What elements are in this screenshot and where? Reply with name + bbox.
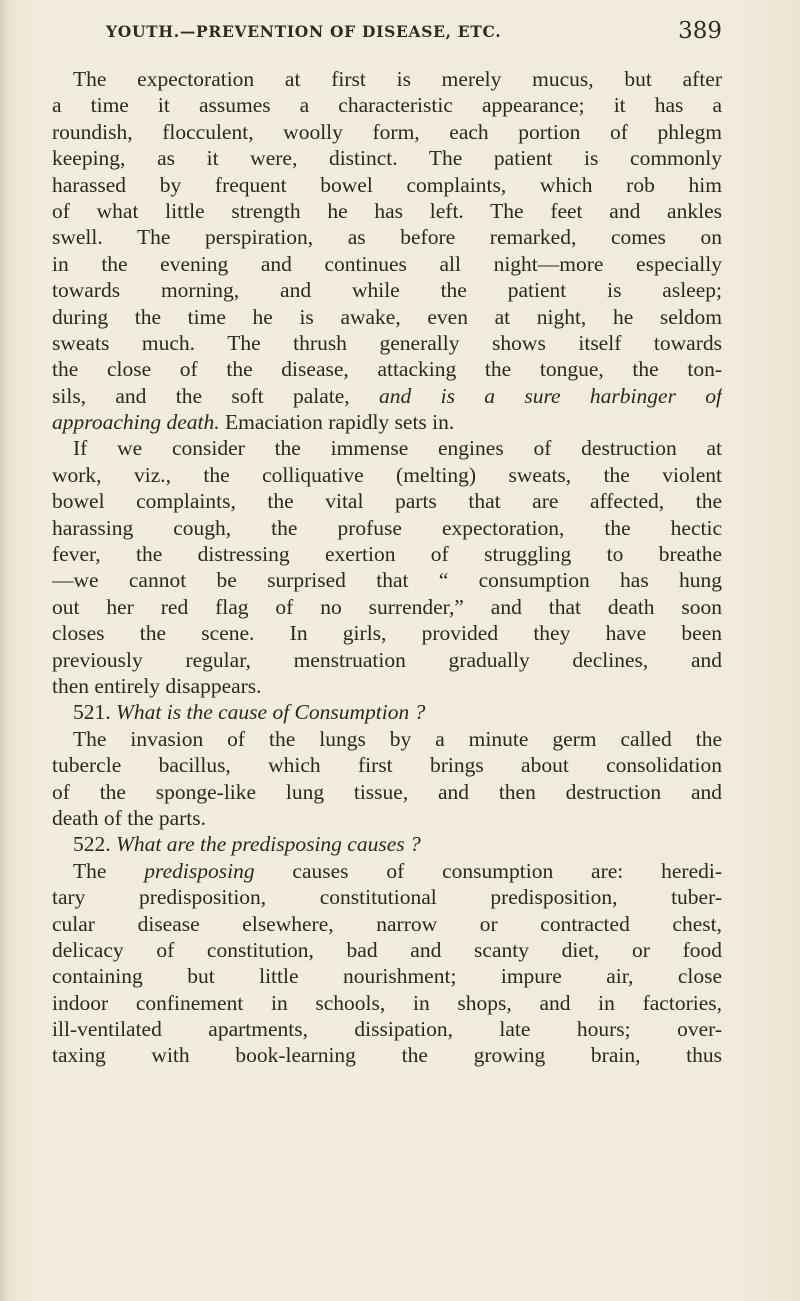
text-span: out her red flag of no surrender,” and that death soon [52,594,722,619]
text-line [52,119,722,145]
text-span: of the sponge-like lung tissue, and then destruction and [52,779,722,804]
text-span: closes the scene. In girls, provided they have been [52,621,722,646]
text-line [52,1042,722,1068]
text-line [52,620,722,646]
text-span: cular disease elsewhere, narrow or contracted chest, [52,911,722,936]
text-span: sweats much. The thrush generally shows itself towards [52,330,722,355]
text-span: fever, the distressing exertion of struggling to breathe [52,542,722,567]
text-line [52,304,722,330]
text-span: indoor confinement in schools, in shops, and in factories, [52,990,722,1015]
text-span: swell. The perspiration, as before remarked, comes on [52,225,722,250]
text-span: harassing cough, the profuse expectoration, the hectic [52,515,722,540]
text-line [52,541,722,567]
text-span: harassed by frequent bowel complaints, which rob him [52,172,722,197]
text-line [52,963,722,989]
text-span: Emaciation rapidly sets in. [219,410,455,435]
text-line [52,937,722,963]
italic-text: approaching death. [52,410,220,435]
text-span: roundish, flocculent, woolly form, each portion of phlegm [52,119,722,144]
italic-text: What is the cause of Consumption ? [116,700,426,725]
text-line [52,356,722,382]
text-line [52,1016,722,1042]
text-line [52,198,722,224]
text-span: 522. [73,832,116,857]
text-line [52,990,722,1016]
text-span: delicacy of constitution, bad and scanty diet, or food [52,937,722,962]
italic-text: and is a sure harbinger of [379,383,722,408]
text-span: of what little strength he has left. The feet and ankles [52,198,722,223]
text-line [52,277,722,303]
text-span: The invasion of the lungs by a minute germ called the [73,726,722,751]
text-span: death of the parts. [52,805,207,830]
text-span: keeping, as it were, distinct. The patient is commonly [52,146,722,171]
text-span: The [73,858,145,883]
question-line [52,831,722,857]
text-line [52,779,722,805]
text-line [52,224,722,250]
text-span: If we consider the immense engines of destruction at [73,436,722,461]
text-line [52,911,722,937]
text-span: tubercle bacillus, which first brings about consolidation [52,753,722,778]
text-line [52,858,722,884]
text-line [52,752,722,778]
running-head [106,18,722,48]
text-line [52,409,722,435]
text-span: work, viz., the colliquative (melting) sweats, the violent [52,462,722,487]
text-line [52,673,722,699]
text-line [52,66,722,92]
text-span: containing but little nourishment; impure air, close [52,964,722,989]
text-span: 521. [73,700,116,725]
text-span: causes of consumption are: heredi- [254,858,722,883]
italic-text: predisposing [144,858,255,883]
text-span: during the time he is awake, even at night, he seldom [52,304,722,329]
text-line [52,435,722,461]
text-span: previously regular, menstruation gradually declines, and [52,647,722,672]
body-text [52,66,722,1069]
text-line [52,567,722,593]
running-head-title: YOUTH.—PREVENTION OF DISEASE, ETC. [106,22,502,41]
text-line [52,145,722,171]
text-span: a time it assumes a characteristic appearance; it has a [52,93,722,118]
text-span: The expectoration at first is merely mucus, but after [73,67,722,91]
italic-text: What are the predisposing causes ? [116,832,421,857]
text-span: bowel complaints, the vital parts that are affected, the [52,489,722,514]
text-line [52,515,722,541]
text-line [52,884,722,910]
text-span: then entirely disappears. [52,673,262,698]
text-line [52,805,722,831]
text-line [52,383,722,409]
text-span: the close of the disease, attacking the tongue, the ton- [52,357,722,382]
question-line [52,699,722,725]
text-line [52,251,722,277]
text-line [52,92,722,118]
text-line [52,488,722,514]
text-line [52,330,722,356]
text-line [52,594,722,620]
text-span: in the evening and continues all night—more especially [52,251,722,276]
text-span: sils, and the soft palate, [52,383,380,408]
text-line [52,172,722,198]
text-line [52,726,722,752]
text-span: ill-ventilated apartments, dissipation, late hours; over- [52,1017,722,1042]
page-number: 389 [678,18,722,44]
text-span: towards morning, and while the patient is asleep; [52,278,722,303]
text-line [52,647,722,673]
text-span: tary predisposition, constitutional predisposition, tuber- [52,885,722,910]
page-gutter-shadow [0,0,10,1301]
text-span: taxing with book-learning the growing brain, thus [52,1043,722,1068]
text-line [52,462,722,488]
text-span: —we cannot be surprised that “ consumption has hung [52,568,722,593]
